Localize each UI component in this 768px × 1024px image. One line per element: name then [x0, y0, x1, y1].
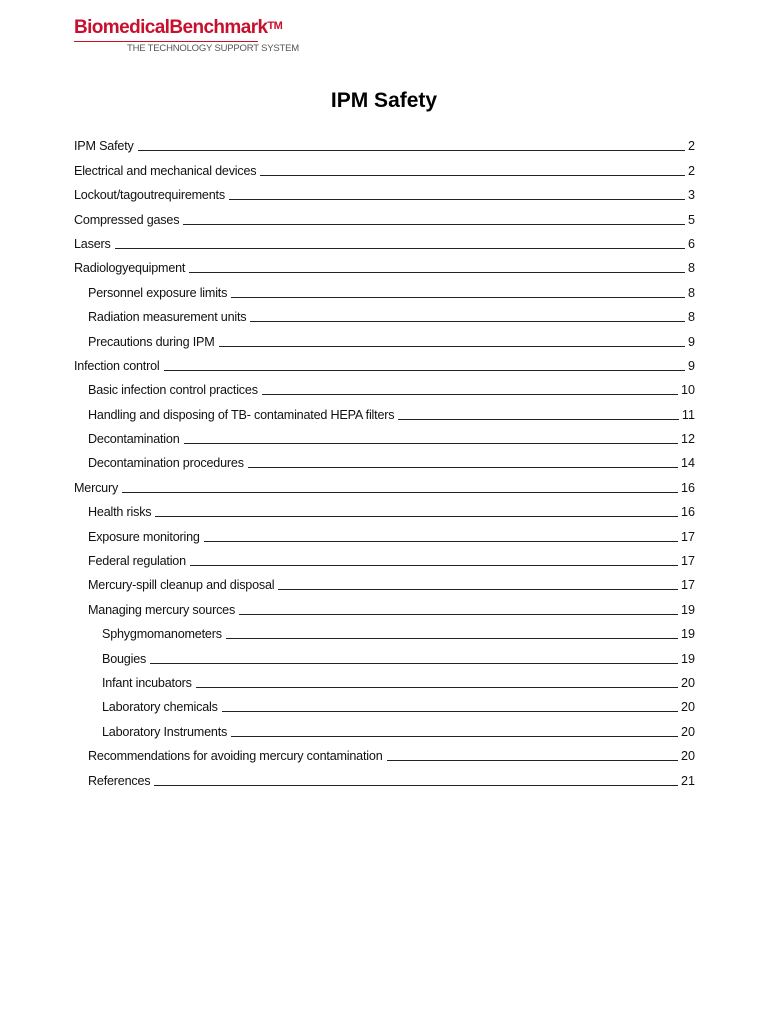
toc-entry-page-number: 19: [680, 627, 695, 642]
toc-entry-label: Decontamination procedures: [88, 456, 244, 471]
toc-entry[interactable]: [74, 179, 695, 203]
toc-entry-label: Lockout/tagoutrequirements: [74, 188, 225, 203]
toc-entry-page-number: 16: [680, 480, 695, 495]
toc-entry-label: Recommendations for avoiding mercury contamination: [88, 749, 383, 764]
toc-leader-line: [260, 175, 685, 176]
toc-entry-label: Infection control: [74, 358, 160, 373]
toc-leader-line: [250, 321, 685, 322]
toc-entry-page-number: 2: [687, 139, 695, 154]
toc-leader-line: [387, 760, 678, 761]
toc-leader-line: [164, 370, 685, 371]
toc-entry-label: Lasers: [74, 236, 111, 251]
toc-leader-line: [204, 541, 678, 542]
toc-entry-label: Radiologyequipment: [74, 261, 186, 276]
toc-entry[interactable]: [74, 130, 695, 154]
toc-entry[interactable]: [74, 398, 695, 422]
document-title: IPM Safety: [330, 89, 438, 112]
toc-leader-line: [138, 150, 685, 151]
toc-entry-page-number: 20: [680, 700, 695, 715]
toc-entry[interactable]: [74, 423, 695, 447]
toc-entry-page-number: 11: [681, 407, 695, 422]
toc-entry-page-number: 20: [680, 675, 695, 690]
toc-entry-label: Decontamination: [88, 432, 180, 447]
toc-entry-page-number: 9: [687, 334, 695, 349]
toc-entry-label: Bougies: [102, 651, 147, 666]
toc-leader-line: [248, 467, 678, 468]
toc-entry-page-number: 6: [687, 236, 695, 251]
toc-leader-line: [278, 589, 678, 590]
toc-leader-line: [184, 443, 678, 444]
toc-entry-label: IPM Safety: [74, 139, 134, 154]
toc-entry-page-number: 8: [687, 310, 695, 325]
toc-leader-line: [222, 711, 678, 712]
toc-entry[interactable]: [74, 593, 695, 617]
toc-entry[interactable]: [74, 276, 695, 300]
toc-entry-label: Infant incubators: [102, 675, 192, 690]
toc-entry[interactable]: [74, 545, 695, 569]
logo-brand-text: BiomedicalBenchmark: [74, 17, 268, 38]
toc-entry-label: Mercury-spill cleanup and disposal: [88, 578, 275, 593]
toc-entry[interactable]: [74, 228, 695, 252]
toc-entry[interactable]: [74, 374, 695, 398]
toc-entry-page-number: 5: [687, 212, 695, 227]
toc-entry-label: Personnel exposure limits: [88, 285, 228, 300]
toc-entry-page-number: 19: [680, 602, 695, 617]
toc-leader-line: [122, 492, 678, 493]
toc-leader-line: [196, 687, 678, 688]
brand-logo: [74, 16, 299, 55]
toc-entry-label: Laboratory Instruments: [102, 724, 228, 739]
toc-entry-page-number: 8: [687, 261, 695, 276]
toc-entry-label: Mercury: [74, 480, 119, 495]
toc-entry[interactable]: [74, 715, 695, 739]
toc-entry-label: Sphygmomanometers: [102, 627, 222, 642]
toc-entry-label: Managing mercury sources: [88, 602, 236, 617]
toc-entry[interactable]: [74, 569, 695, 593]
toc-leader-line: [229, 199, 685, 200]
toc-leader-line: [190, 565, 678, 566]
toc-leader-line: [226, 638, 678, 639]
toc-entry[interactable]: [74, 325, 695, 349]
toc-entry-page-number: 10: [680, 383, 695, 398]
toc-entry[interactable]: [74, 691, 695, 715]
toc-entry[interactable]: [74, 301, 695, 325]
toc-entry-page-number: 20: [680, 749, 695, 764]
toc-entry-label: Radiation measurement units: [88, 310, 247, 325]
toc-entry[interactable]: [74, 252, 695, 276]
toc-entry[interactable]: [74, 203, 695, 227]
toc-entry-label: Exposure monitoring: [88, 529, 200, 544]
toc-entry-label: Electrical and mechanical devices: [74, 163, 257, 178]
table-of-contents: [74, 130, 695, 789]
toc-leader-line: [219, 346, 685, 347]
toc-entry-page-number: 3: [687, 188, 695, 203]
toc-entry-page-number: 12: [680, 432, 695, 447]
toc-leader-line: [150, 663, 678, 664]
toc-entry-page-number: 8: [687, 285, 695, 300]
toc-entry-page-number: 17: [680, 578, 695, 593]
toc-entry-page-number: 14: [680, 456, 695, 471]
toc-entry[interactable]: [74, 520, 695, 544]
toc-leader-line: [115, 248, 685, 249]
toc-entry-label: References: [88, 773, 151, 788]
toc-entry[interactable]: [74, 764, 695, 788]
toc-entry-label: Precautions during IPM: [88, 334, 215, 349]
toc-leader-line: [183, 224, 685, 225]
toc-entry-label: Laboratory chemicals: [102, 700, 218, 715]
toc-entry[interactable]: [74, 471, 695, 495]
toc-entry-label: Handling and disposing of TB- contaminated HEPA filters: [88, 407, 395, 422]
toc-entry[interactable]: [74, 350, 695, 374]
toc-leader-line: [154, 785, 678, 786]
toc-leader-line: [189, 272, 685, 273]
toc-entry-page-number: 17: [680, 554, 695, 569]
logo-tagline: THE TECHNOLOGY SUPPORT SYSTEM: [127, 43, 299, 54]
toc-entry-page-number: 20: [680, 724, 695, 739]
toc-entry-page-number: 2: [687, 163, 695, 178]
toc-entry-page-number: 9: [687, 358, 695, 373]
toc-entry-page-number: 19: [680, 651, 695, 666]
toc-entry-page-number: 17: [680, 529, 695, 544]
toc-leader-line: [398, 419, 679, 420]
logo-wordmark: [74, 16, 283, 40]
logo-trademark: TM: [267, 20, 283, 32]
toc-leader-line: [155, 516, 678, 517]
toc-entry[interactable]: [74, 618, 695, 642]
toc-entry-label: Basic infection control practices: [88, 383, 258, 398]
toc-entry[interactable]: [74, 642, 695, 666]
toc-entry[interactable]: [74, 740, 695, 764]
toc-entry-page-number: 16: [680, 505, 695, 520]
toc-leader-line: [262, 394, 678, 395]
toc-entry[interactable]: [74, 667, 695, 691]
toc-entry-label: Compressed gases: [74, 212, 180, 227]
toc-entry[interactable]: [74, 447, 695, 471]
toc-entry[interactable]: [74, 154, 695, 178]
toc-leader-line: [231, 736, 678, 737]
toc-entry[interactable]: [74, 496, 695, 520]
toc-entry-label: Health risks: [88, 505, 152, 520]
toc-entry-label: Federal regulation: [88, 554, 186, 569]
toc-entry-page-number: 21: [680, 773, 695, 788]
toc-leader-line: [231, 297, 685, 298]
logo-divider: [74, 41, 258, 42]
toc-leader-line: [239, 614, 678, 615]
